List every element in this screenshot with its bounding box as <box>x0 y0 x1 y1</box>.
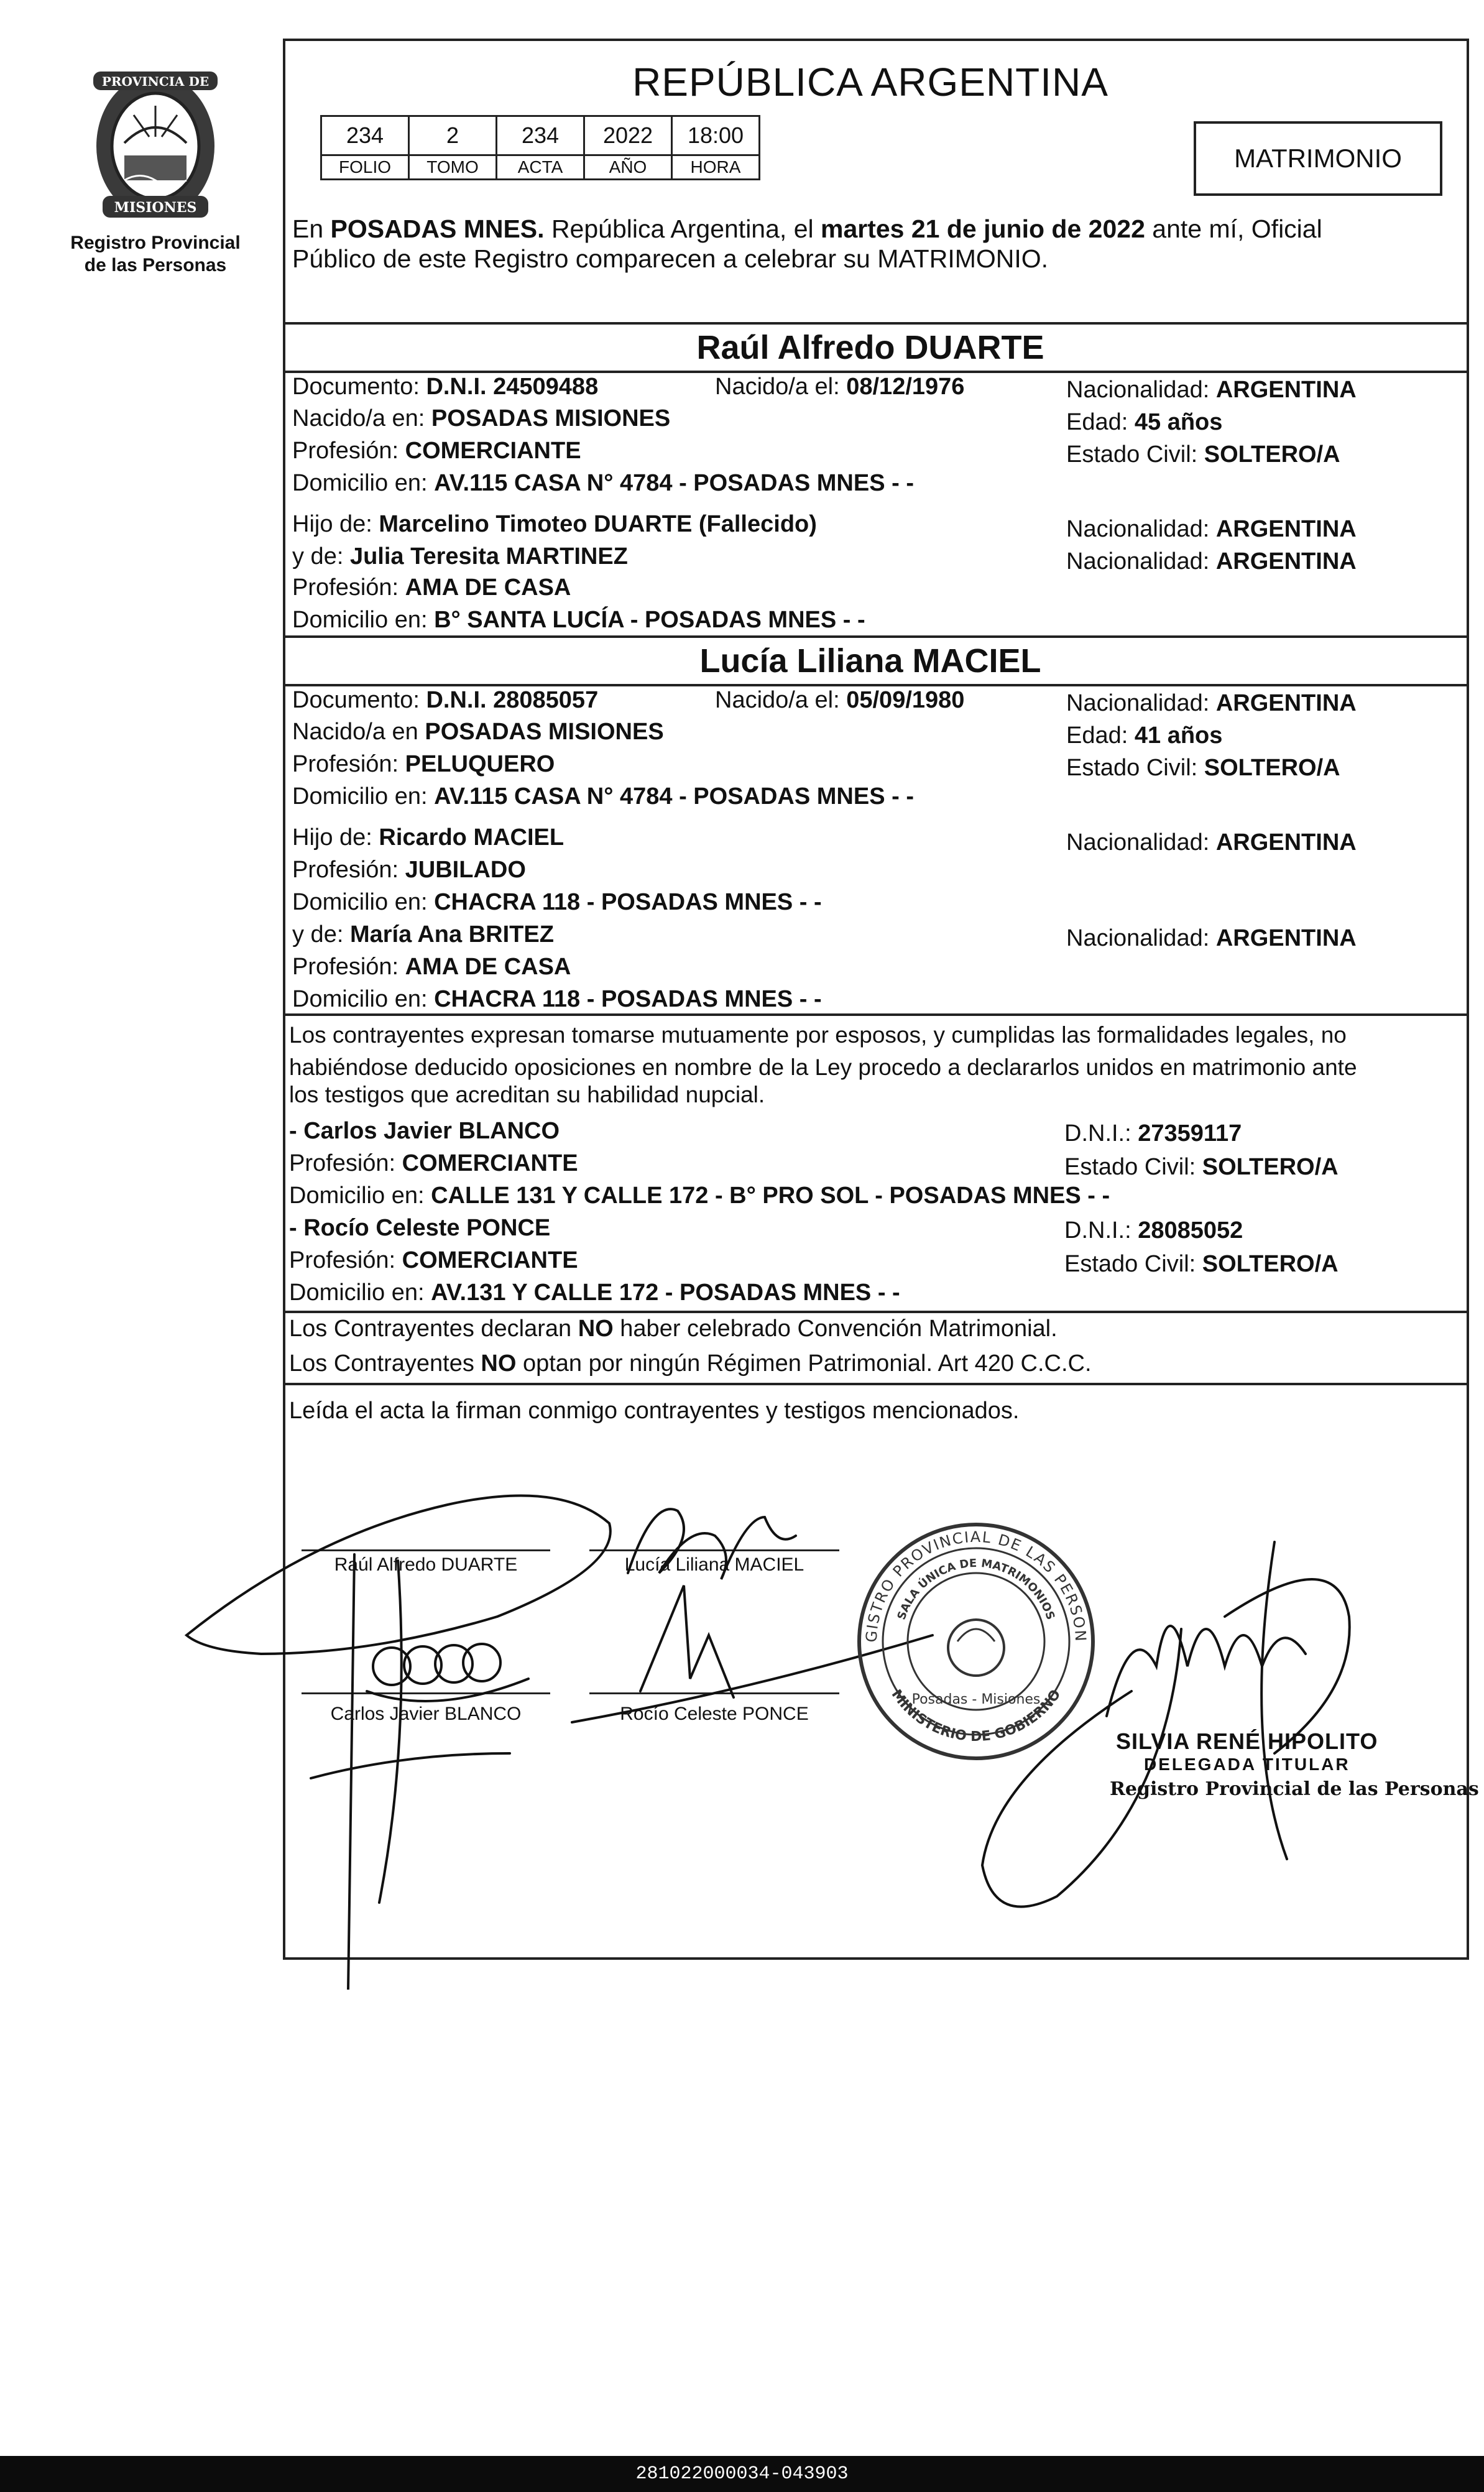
intro-line1 <box>292 216 1322 242</box>
handwritten-signatures <box>0 1430 1484 1990</box>
signature-label-2: Lucía Liliana MACIEL <box>624 1554 804 1575</box>
signature-label-1: Raúl Alfredo DUARTE <box>334 1554 518 1575</box>
officer-name: SILVIA RENÉ HIPOLITO <box>1116 1728 1378 1754</box>
stamp-ring-top: GISTRO PROVINCIAL DE LAS PERSON <box>862 1528 1090 1643</box>
intro-p3: ante mí, Oficial <box>1145 215 1322 243</box>
c1-born: Nacido/a el: 08/12/1976 <box>715 374 965 400</box>
intro-p1: En <box>292 215 331 243</box>
signature-label-3: Carlos Javier BLANCO <box>330 1704 522 1724</box>
c2-father-dom: Domicilio en: CHACRA 118 - POSADAS MNES - - <box>292 889 822 915</box>
hora-label: HORA <box>671 154 760 180</box>
convencion-line2: Los Contrayentes NO optan por ningún Régimen Patrimonial. Art 420 C.C.C. <box>289 1350 1092 1377</box>
c2-father: Hijo de: Ricardo MACIEL <box>292 824 565 851</box>
convencion-line1: Los Contrayentes declaran NO haber celebrado Convención Matrimonial. <box>289 1316 1058 1342</box>
divider <box>285 1013 1467 1016</box>
declaracion-line1: Los contrayentes expresan tomarse mutuamente por esposos, y cumplidas las formalidades legales, no <box>289 1022 1347 1048</box>
t1-prof: Profesión: COMERCIANTE <box>289 1150 578 1176</box>
c1-mother: y de: Julia Teresita MARTINEZ <box>292 543 628 570</box>
t2-civil: Estado Civil: SOLTERO/A <box>1064 1251 1339 1277</box>
c1-prof: Profesión: COMERCIANTE <box>292 438 581 464</box>
c2-mother-dom: Domicilio en: CHACRA 118 - POSADAS MNES - - <box>292 986 822 1012</box>
c1-place: Nacido/a en: POSADAS MISIONES <box>292 405 671 431</box>
cierre-text: Leída el acta la firman conmigo contrayentes y testigos mencionados. <box>289 1398 1020 1424</box>
c1-mother-prof: Profesión: AMA DE CASA <box>292 575 571 601</box>
contrayente2-name: Lucía Liliana MACIEL <box>699 642 1041 680</box>
svg-text:REGISTRO PROVINCIAL DE LAS PER <box>852 1517 1089 1643</box>
t1-dni: D.N.I.: 27359117 <box>1064 1120 1242 1147</box>
intro-date: martes 21 de junio de 2022 <box>821 215 1145 243</box>
c2-place: Nacido/a en POSADAS MISIONES <box>292 719 664 745</box>
c2-mother-nat: Nacionalidad: ARGENTINA <box>1066 925 1357 951</box>
official-stamp <box>852 1517 1100 1766</box>
officer-role: DELEGADA TITULAR <box>1144 1755 1350 1774</box>
logo-caption-1: Registro Provincial <box>70 233 241 253</box>
c2-dom: Domicilio en: AV.115 CASA N° 4784 - POSADAS MNES - - <box>292 783 914 810</box>
c1-mother-nat: Nacionalidad: ARGENTINA <box>1066 548 1357 575</box>
c1-father: Hijo de: Marcelino Timoteo DUARTE (Fallecido) <box>292 511 817 537</box>
c2-mother-prof: Profesión: AMA DE CASA <box>292 954 571 980</box>
tomo-value: 2 <box>408 115 497 156</box>
officer-org: Registro Provincial de las Personas <box>1110 1778 1479 1800</box>
c1-father-nat: Nacionalidad: ARGENTINA <box>1066 516 1357 542</box>
c1-age: Edad: 45 años <box>1066 409 1223 435</box>
anio-value: 2022 <box>583 115 673 156</box>
logo-top-text: PROVINCIA DE <box>101 74 210 89</box>
t2-dni: D.N.I.: 28085052 <box>1064 1217 1243 1244</box>
c2-mother: y de: María Ana BRITEZ <box>292 921 554 948</box>
t2-dom: Domicilio en: AV.131 Y CALLE 172 - POSADAS MNES - - <box>289 1280 900 1306</box>
intro-line2: Público de este Registro comparecen a celebrar su MATRIMONIO. <box>292 244 1049 273</box>
c1-mother-dom: Domicilio en: B° SANTA LUCÍA - POSADAS MNES - - <box>292 607 865 633</box>
divider <box>285 1311 1467 1313</box>
c2-nat: Nacionalidad: ARGENTINA <box>1066 690 1357 716</box>
tomo-label: TOMO <box>408 154 497 180</box>
folio-label: FOLIO <box>320 154 410 180</box>
c1-doc: Documento: D.N.I. 24509488 <box>292 374 599 400</box>
divider <box>285 322 1467 325</box>
c2-doc: Documento: D.N.I. 28085057 <box>292 687 599 713</box>
c1-nat: Nacionalidad: ARGENTINA <box>1066 377 1357 403</box>
logo-bottom-text: MISIONES <box>114 200 197 216</box>
testigo2-name: - Rocío Celeste PONCE <box>289 1215 551 1241</box>
declaracion-line3: los testigos que acreditan su habilidad nupcial. <box>289 1082 765 1107</box>
divider <box>285 684 1467 686</box>
t2-prof: Profesión: COMERCIANTE <box>289 1247 578 1273</box>
tipo-acta-box: MATRIMONIO <box>1194 121 1442 196</box>
intro-p2: República Argentina, el <box>544 215 821 243</box>
logo-caption-2: de las Personas <box>84 255 227 275</box>
intro-place: POSADAS MNES. <box>330 215 545 243</box>
divider <box>285 1383 1467 1385</box>
declaracion-line2: habiéndose deducido oposiciones en nombre de la Ley procedo a declararlos unidos en matrimonio ante <box>289 1054 1357 1080</box>
province-logo <box>81 68 230 224</box>
testigo1-name: - Carlos Javier BLANCO <box>289 1118 560 1144</box>
c2-prof: Profesión: PELUQUERO <box>292 751 555 777</box>
signature-label-4: Rocío Celeste PONCE <box>620 1704 809 1724</box>
acta-value: 234 <box>495 115 585 156</box>
anio-label: AÑO <box>583 154 673 180</box>
folio-value: 234 <box>320 115 410 156</box>
header-title: REPÚBLICA ARGENTINA <box>632 60 1108 104</box>
stamp-city: Posadas - Misiones <box>911 1692 1041 1707</box>
c2-father-nat: Nacionalidad: ARGENTINA <box>1066 829 1357 856</box>
t1-dom: Domicilio en: CALLE 131 Y CALLE 172 - B° PRO SOL - POSADAS MNES - - <box>289 1183 1110 1209</box>
stamp-ring-inner: SALA ÚNICA DE MATRIMONIOS <box>895 1556 1058 1622</box>
c1-dom: Domicilio en: AV.115 CASA N° 4784 - POSADAS MNES - - <box>292 470 914 496</box>
divider <box>285 371 1467 373</box>
acta-label: ACTA <box>495 154 585 180</box>
divider <box>285 635 1467 638</box>
c2-age: Edad: 41 años <box>1066 722 1223 749</box>
hora-value: 18:00 <box>671 115 760 156</box>
c2-civil: Estado Civil: SOLTERO/A <box>1066 755 1340 781</box>
footer-code: 281022000034-043903 <box>635 2463 849 2485</box>
c2-father-prof: Profesión: JUBILADO <box>292 857 526 883</box>
t1-civil: Estado Civil: SOLTERO/A <box>1064 1154 1339 1180</box>
contrayente1-name: Raúl Alfredo DUARTE <box>696 329 1044 366</box>
stamp-ring-bottom: MINISTERIO DE GOBIERNO <box>888 1687 1064 1745</box>
footer-bar <box>0 2456 1484 2492</box>
c1-civil: Estado Civil: SOLTERO/A <box>1066 441 1340 468</box>
c2-born: Nacido/a el: 05/09/1980 <box>715 687 965 713</box>
